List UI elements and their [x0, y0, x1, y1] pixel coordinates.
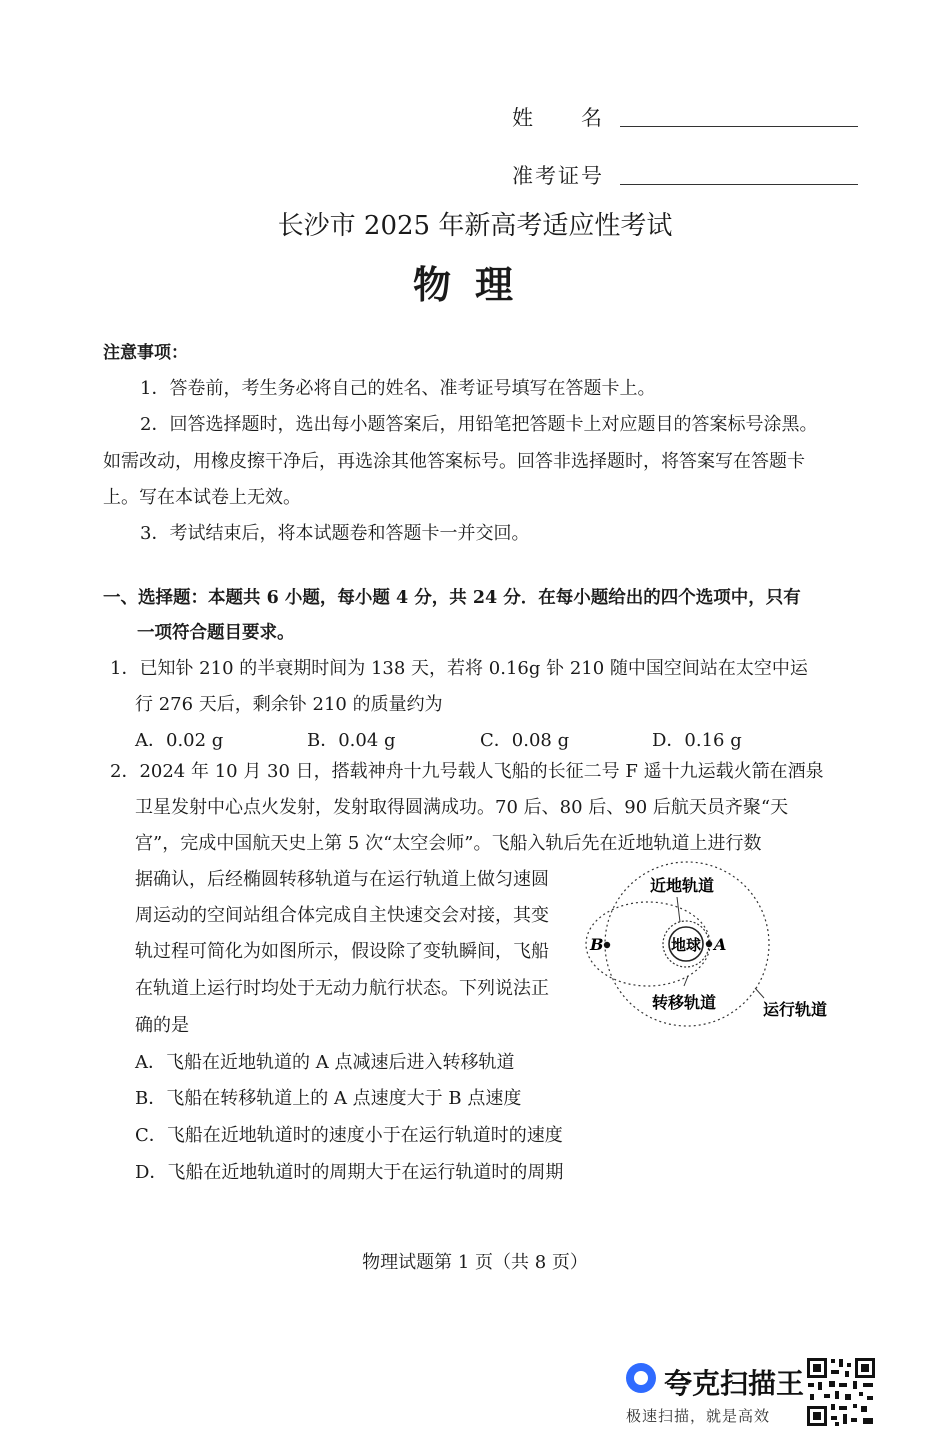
section-1-heading-line-2: 一项符合题目要求。: [137, 623, 295, 643]
label-operating-orbit: 运行轨道: [763, 1000, 828, 1019]
orbit-diagram: [580, 860, 850, 1030]
q2-option-b: B．飞船在转移轨道上的 A 点速度大于 B 点速度: [135, 1088, 522, 1109]
transfer-orbit-leader: [684, 976, 688, 986]
subject-title: 物理: [412, 262, 537, 307]
notice-item-3: 3．考试结束后，将本试题卷和答题卡一并交回。: [140, 523, 530, 544]
name-label: 姓 名: [512, 106, 604, 130]
notice-item-2-line-3: 上。写在本试卷上无效。: [103, 487, 301, 508]
label-b: B: [590, 935, 604, 954]
notice-heading: 注意事项：: [103, 343, 188, 363]
point-b-dot: [604, 942, 610, 948]
label-a: A: [714, 935, 727, 954]
q2-stem-line-8: 确的是: [135, 1015, 189, 1036]
scanner-slogan: 极速扫描，就是高效: [626, 1407, 771, 1425]
q1-option-a: A．0.02 g: [135, 730, 224, 751]
q1-option-b: B．0.04 g: [307, 730, 396, 751]
notice-item-2-line-1: 2．回答选择题时，选出每小题答案后，用铅笔把答题卡上对应题目的答案标号涂黑。: [140, 414, 818, 435]
near-orbit-leader: [677, 897, 680, 922]
q1-option-d: D．0.16 g: [652, 730, 742, 751]
qr-code-icon: [805, 1356, 877, 1428]
q2-stem-line-5: 周运动的空间站组合体完成自主快速交会对接，其变: [135, 905, 549, 926]
q2-stem-line-7: 在轨道上运行时均处于无动力航行状态。下列说法正: [135, 978, 549, 999]
q2-stem-line-6: 轨过程可简化为如图所示，假设除了变轨瞬间，飞船: [135, 941, 549, 962]
q1-stem-line-1: 1．已知钋 210 的半衰期时间为 138 天，若将 0.16g 钋 210 随中国空间站在太空中运: [110, 658, 808, 679]
notice-item-1: 1．答卷前，考生务必将自己的姓名、准考证号填写在答题卡上。: [140, 378, 656, 399]
q1-stem-line-2: 行 276 天后，剩余钋 210 的质量约为: [135, 694, 443, 715]
q2-option-c: C．飞船在近地轨道时的速度小于在运行轨道时的速度: [135, 1125, 563, 1146]
q2-stem-line-1: 2．2024 年 10 月 30 日，搭载神舟十九号载人飞船的长征二号 F 遥十九运载火箭在酒泉: [110, 761, 824, 782]
page-footer: 物理试题第 1 页（共 8 页）: [362, 1252, 588, 1273]
q2-stem-line-4: 据确认，后经椭圆转移轨道与在运行轨道上做匀速圆: [135, 869, 549, 890]
q2-option-d: D．飞船在近地轨道时的周期大于在运行轨道时的周期: [135, 1162, 564, 1183]
notice-item-2-line-2: 如需改动，用橡皮擦干净后，再选涂其他答案标号。回答非选择题时，将答案写在答题卡: [103, 451, 805, 472]
label-transfer-orbit: 转移轨道: [652, 993, 717, 1012]
q2-option-a: A．飞船在近地轨道的 A 点减速后进入转移轨道: [135, 1052, 515, 1073]
scanner-brand: 夸克扫描王: [664, 1367, 805, 1400]
id-label: 准考证号: [512, 164, 604, 188]
label-near-orbit: 近地轨道: [650, 876, 715, 895]
name-fill-line: [620, 126, 858, 127]
operating-orbit-leader: [755, 988, 764, 998]
exam-title: 长沙市 2025 年新高考适应性考试: [277, 211, 673, 241]
q2-stem-line-3: 宫”，完成中国航天史上第 5 次“太空会师”。飞船入轨后先在近地轨道上进行数: [135, 833, 762, 854]
id-fill-line: [620, 184, 858, 185]
q2-stem-line-2: 卫星发射中心点火发射，发射取得圆满成功。70 后、80 后、90 后航天员齐聚“天: [135, 797, 789, 818]
label-earth: 地球: [671, 936, 702, 954]
section-1-heading-line-1: 一、选择题：本题共 6 小题，每小题 4 分，共 24 分．在每小题给出的四个选项中，只有: [103, 588, 801, 608]
point-a-dot: [706, 941, 712, 947]
q1-option-c: C．0.08 g: [480, 730, 570, 751]
scanner-logo-icon: [626, 1363, 656, 1393]
